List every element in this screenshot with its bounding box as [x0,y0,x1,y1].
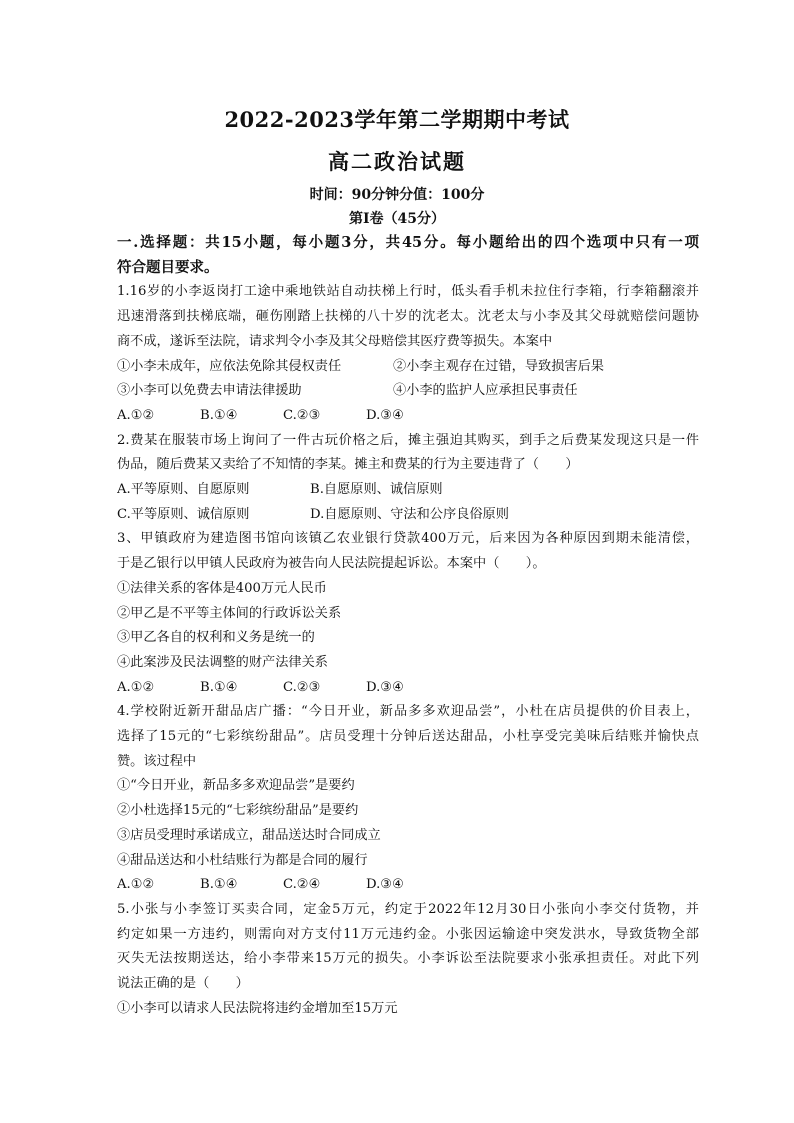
q2-option: A.平等原则、自愿原则 [117,482,250,498]
q5-item: ①小李可以请求人民法院将违约金增加至15万元 [117,1000,398,1016]
q4-item: ④甜品送达和小杜结账行为都是合同的履行 [117,852,368,868]
time-score-line: 时间：90分钟分值：100分 [309,187,485,203]
question-body [117,231,699,1022]
q3-item: ②甲乙是不平等主体间的行政诉讼关系 [117,605,342,621]
exam-title: 2022-2023学年第二学期期中考试 [224,107,570,132]
q2-option: B.自愿原则、诚信原则 [310,482,443,498]
q1-stem-line: 商不成，遂诉至法院，请求判令小李及其父母赔偿其医疗费等损失。本案中 [117,333,553,349]
q4-answer: B.①④ [200,877,238,893]
q4-item: ③店员受理时承诺成立，甜品送达时合同成立 [117,827,381,843]
q4-answer: A.①② [117,877,155,893]
q3-item: ④此案涉及民法调整的财产法律关系 [117,654,328,670]
q3-item: ③甲乙各自的权利和义务是统一的 [117,630,315,646]
q1-option-row [117,355,699,380]
q5-stem-line: 说法正确的是（ ） [117,976,249,992]
volume-heading: 第Ⅰ卷（45分） [348,211,446,227]
section-instruction-line1: 一.选择题：共15小题，每小题3分，共45分。每小题给出的四个选项中只有一项 [117,234,699,251]
q1-option: ①小李未成年，应依法免除其侵权责任 [117,358,342,374]
q1-answers [117,404,699,429]
q1-option: ③小李可以免费去申请法律援助 [117,383,302,399]
q3-answer: A.①② [117,679,155,695]
q4-item: ②小杜选择15元的“七彩缤纷甜品”是要约 [117,803,359,819]
q1-answer: C.②③ [283,407,321,423]
q4-answer: D.③④ [366,877,404,893]
q3-answer: B.①④ [200,679,238,695]
q1-answer: B.①④ [200,407,238,423]
exam-subtitle: 高二政治试题 [328,149,466,174]
q1-stem-line: 1.16岁的小李返岗打工途中乘地铁站自动扶梯上行时，低头看手机未拉住行李箱，行李箱翻滚并 [117,284,699,300]
q2-option-row [117,478,699,503]
q4-answer: C.②④ [283,877,321,893]
q2-option-row [117,503,699,528]
q4-answers [117,873,699,898]
q2-stem-line: 伪品，随后费某又卖给了不知情的李某。摊主和费某的行为主要违背了（ ） [117,457,579,473]
q3-stem-line: 3、甲镇政府为建造图书馆向该镇乙农业银行贷款400万元，后来因为各种原因到期未能清偿， [117,531,699,547]
q4-stem-line: 选择了15元的“七彩缤纷甜品”。店员受理十分钟后送达甜品，小杜享受完美味后结账并愉快点 [117,729,699,745]
q4-stem-line: 4.学校附近新开甜品店广播：“今日开业，新品多多欢迎品尝”，小杜在店员提供的价目表上， [117,704,699,720]
section-instruction-line2: 符合题目要求。 [117,258,219,276]
q3-stem-line: 于是乙银行以甲镇人民政府为被告向人民法院提起诉讼。本案中（ ）。 [117,556,546,572]
q1-answer: A.①② [117,407,155,423]
q1-answer: D.③④ [366,407,404,423]
q2-option: D.自愿原则、守法和公序良俗原则 [310,506,509,522]
q2-option: C.平等原则、诚信原则 [117,506,250,522]
q5-stem-line: 5.小张与小李签订买卖合同，定金5万元，约定于2022年12月30日小张向小李交付货物，并 [117,901,699,917]
q1-option: ④小李的监护人应承担民事责任 [393,383,578,399]
q4-stem-line: 赞。该过程中 [117,753,197,769]
q5-stem-line: 约定如果一方违约，则需向对方支付11万元违约金。小张因运输途中突发洪水，导致货物全部 [117,926,699,942]
q1-stem-line: 迅速滑落到扶梯底端，砸伤刚踏上扶梯的八十岁的沈老太。沈老太与小李及其父母就赔偿问题协 [117,309,699,325]
q3-answer: D.③④ [366,679,404,695]
q3-answers [117,676,699,701]
q3-answer: C.②③ [283,679,321,695]
q2-stem-line: 2.费某在服装市场上询问了一件古玩价格之后，摊主强迫其购买，到手之后费某发现这只是一件 [117,432,699,448]
q1-option: ②小李主观存在过错，导致损害后果 [393,358,604,374]
q5-stem-line: 灭失无法按期送达，给小李带来15万元的损失。小李诉讼至法院要求小张承担责任。对此下列 [117,951,699,967]
q3-item: ①法律关系的客体是400万元人民币 [117,580,327,596]
q1-option-row [117,379,699,404]
q4-item: ①“今日开业，新品多多欢迎品尝”是要约 [117,778,355,794]
